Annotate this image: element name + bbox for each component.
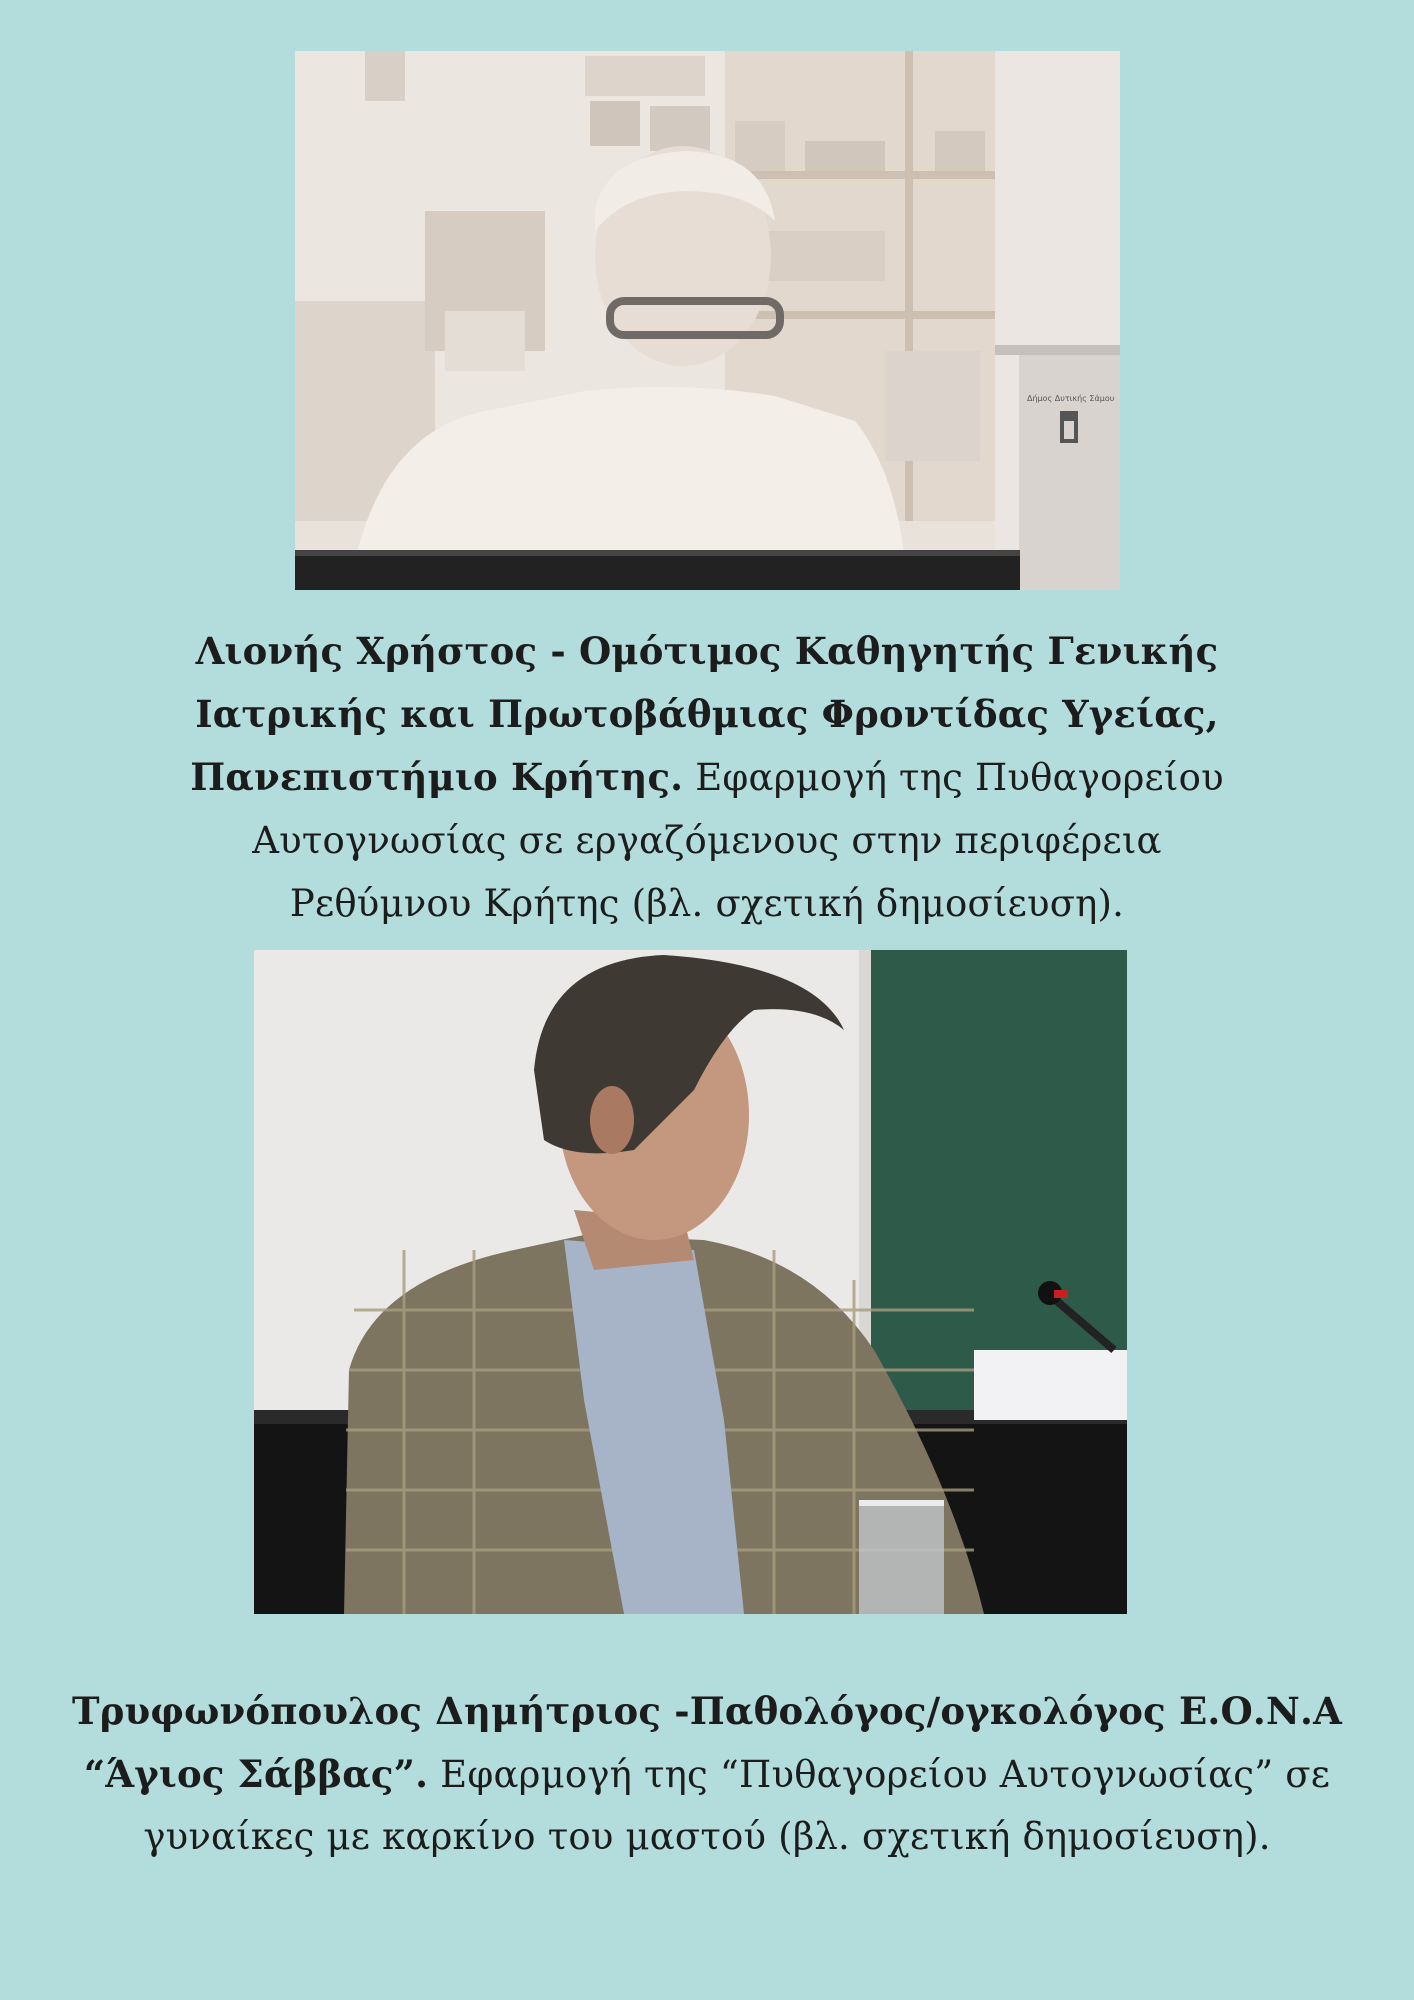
speaker-1-topic-line2: Αυτογνωσίας σε εργαζόμενους στην περιφέρεια bbox=[252, 819, 1162, 862]
svg-text:Δήμος Δυτικής Σάμου: Δήμος Δυτικής Σάμου bbox=[1027, 394, 1115, 403]
speaker-1-affiliation: Πανεπιστήμιο Κρήτης. bbox=[190, 755, 684, 799]
speaker-2-name-line1: Τρυφωνόπουλος Δημήτριος -Παθολόγος/ογκολόγος Ε.Ο.Ν.Α bbox=[72, 1689, 1342, 1733]
speaker-1-name-line2: Ιατρικής και Πρωτοβάθμιας Φροντίδας Υγείας, bbox=[195, 692, 1219, 736]
speaker-1-topic-line1: Εφαρμογή της Πυθαγορείου bbox=[683, 756, 1224, 799]
speaker-2-topic-line1: Εφαρμογή της “Πυθαγορείου Αυτογνωσίας” σε bbox=[428, 1753, 1331, 1796]
speaker-1-topic-line3: Ρεθύμνου Κρήτης (βλ. σχετική δημοσίευση). bbox=[289, 882, 1125, 925]
speaker-1-name-line1: Λιονής Χρήστος - Ομότιμος Καθηγητής Γενικής bbox=[195, 629, 1219, 673]
speaker-2-photo bbox=[254, 950, 1127, 1614]
speaker-1-photo bbox=[295, 51, 1120, 590]
speaker-2-topic-line2: γυναίκες με καρκίνο του μαστού (βλ. σχετική δημοσίευση). bbox=[143, 1815, 1271, 1858]
speaker-1-caption bbox=[130, 620, 1284, 935]
speaker-2-caption bbox=[40, 1680, 1374, 1868]
speaker-2-affiliation: “Άγιος Σάββας”. bbox=[83, 1752, 429, 1796]
